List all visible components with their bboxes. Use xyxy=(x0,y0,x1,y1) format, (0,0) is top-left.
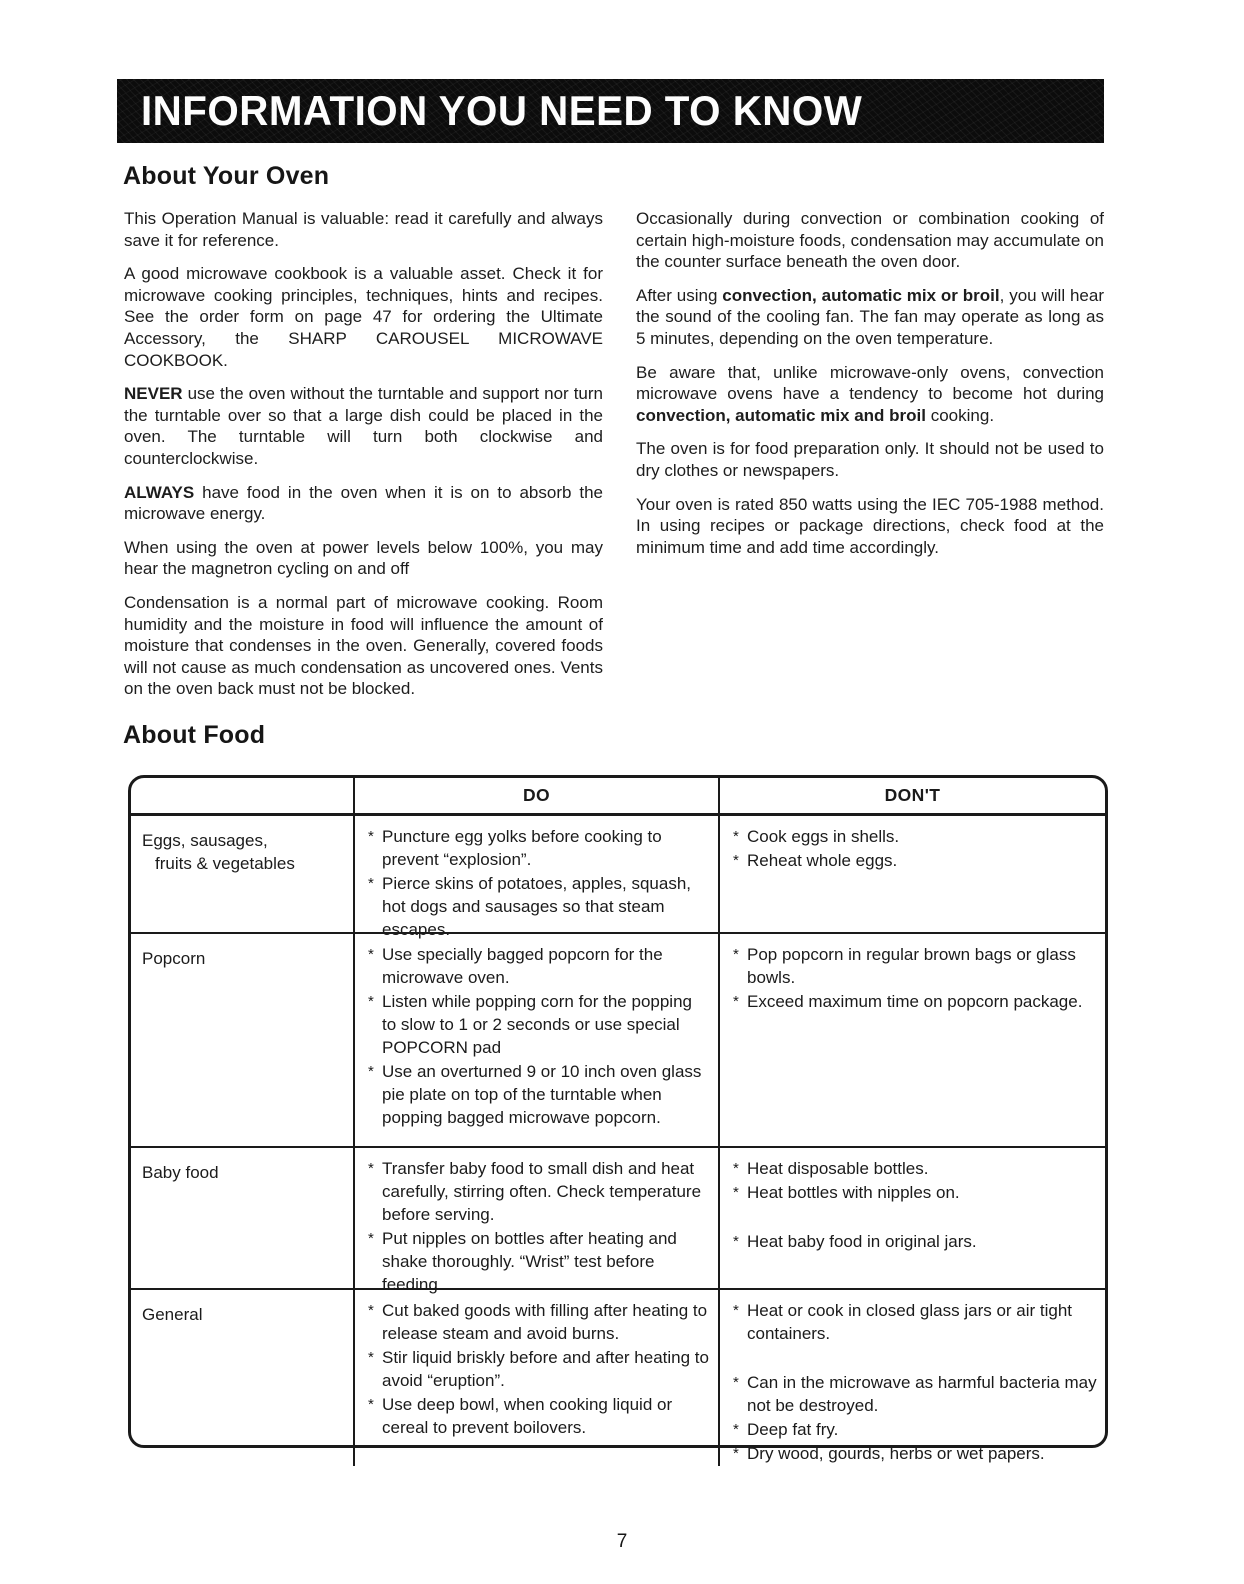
table-list-item xyxy=(733,1371,1097,1417)
table-list-item xyxy=(368,943,710,989)
bullet-marker: * xyxy=(368,1160,374,1177)
table-list-item xyxy=(368,1060,710,1129)
bullet-marker: * xyxy=(368,946,374,963)
dont-cell xyxy=(720,934,1105,1148)
text-run: The oven is for food preparation only. It should not be used to dry clothes or newspapers. xyxy=(636,439,1104,480)
text-run: Be aware that, unlike microwave-only ovens, convection microwave ovens have a tendency to become hot during xyxy=(636,362,1104,404)
item-text: Can in the microwave as harmful bacteria may not be destroyed. xyxy=(747,1373,1097,1415)
category-line: Baby food xyxy=(142,1163,219,1182)
text-run: cooking. xyxy=(926,405,995,425)
category-cell xyxy=(131,1290,355,1466)
text-run: , you will hear the sound of the cooling fan. The fan may operate as long as 5 minutes, depending on the oven temperature. xyxy=(636,285,1104,348)
text-run: When using the oven at power levels below 100%, you may hear the magnetron cycling on and off xyxy=(124,537,603,579)
bullet-marker: * xyxy=(368,1063,374,1080)
item-text: Pierce skins of potatoes, apples, squash, hot dogs and sausages so that steam escapes. xyxy=(382,874,692,939)
bullet-marker: * xyxy=(733,1184,739,1201)
item-text: Pop popcorn in regular brown bags or glass bowls. xyxy=(747,945,1076,987)
body-paragraph xyxy=(124,592,603,700)
table-header-dont: DON'T xyxy=(720,778,1105,816)
item-text: Use deep bowl, when cooking liquid or cereal to prevent boilovers. xyxy=(382,1395,673,1437)
bullet-marker: * xyxy=(733,1160,739,1177)
table-list-item xyxy=(368,1157,710,1226)
table-list-item xyxy=(368,1346,710,1392)
left-text-column xyxy=(124,208,603,712)
table-list-item xyxy=(733,1181,1097,1204)
item-text: Heat baby food in original jars. xyxy=(747,1232,977,1251)
item-text: Use specially bagged popcorn for the microwave oven. xyxy=(382,945,663,987)
dont-cell xyxy=(720,1148,1105,1290)
text-run: A good microwave cookbook is a valuable asset. Check it for microwave cooking principles, techniques, hints and recipes. See the order form on page 47 for ordering the Ultimate Accessory, the SHARP CAROUSEL MICROWAVE COOKBOOK. xyxy=(124,264,603,370)
category-line: Eggs, sausages, xyxy=(142,831,268,850)
category-cell xyxy=(131,934,355,1148)
body-paragraph xyxy=(636,208,1104,273)
section-banner xyxy=(117,79,1104,143)
banner-title: INFORMATION YOU NEED TO KNOW xyxy=(141,87,863,134)
item-text: Cook eggs in shells. xyxy=(747,827,900,846)
category-cell xyxy=(131,816,355,934)
do-cell xyxy=(355,934,720,1148)
body-paragraph xyxy=(124,263,603,371)
table-list-item xyxy=(368,1393,710,1439)
body-paragraph xyxy=(124,208,603,251)
bullet-marker: * xyxy=(733,993,739,1010)
about-food-heading: About Food xyxy=(123,721,266,749)
category-line: Popcorn xyxy=(142,949,206,968)
table-list-item xyxy=(368,990,710,1059)
item-text: Stir liquid briskly before and after heating to avoid “eruption”. xyxy=(382,1348,709,1390)
item-text: Cut baked goods with filling after heating to release steam and avoid burns. xyxy=(382,1301,708,1343)
item-text: Heat disposable bottles. xyxy=(747,1159,929,1178)
bullet-marker: * xyxy=(368,993,374,1010)
text-run: Occasionally during convection or combination cooking of certain high-moisture foods, condensation may accumulate on the counter surface beneath the oven door. xyxy=(636,209,1104,272)
bold-run: convection, automatic mix or broil xyxy=(722,285,1000,305)
bullet-marker: * xyxy=(733,1421,739,1438)
table-header-category xyxy=(131,778,355,816)
bullet-marker: * xyxy=(733,828,739,845)
bullet-marker: * xyxy=(368,1302,374,1319)
table-header-do: DO xyxy=(355,778,720,816)
about-your-oven-heading: About Your Oven xyxy=(123,162,330,190)
do-cell xyxy=(355,1290,720,1466)
body-paragraph xyxy=(636,494,1104,559)
item-text: Listen while popping corn for the popping to slow to 1 or 2 seconds or use special POPCORN pad xyxy=(382,992,692,1057)
table-list-item xyxy=(733,943,1097,989)
dont-cell xyxy=(720,1290,1105,1466)
category-cell xyxy=(131,1148,355,1290)
body-paragraph xyxy=(636,438,1104,481)
body-paragraph xyxy=(636,285,1104,350)
table-list-item xyxy=(733,1418,1097,1441)
item-text: Exceed maximum time on popcorn package. xyxy=(747,992,1083,1011)
bold-run: ALWAYS xyxy=(124,482,195,502)
text-run: Condensation is a normal part of microwave cooking. Room humidity and the moisture in food will influence the amount of moisture that condenses in the oven. Generally, covered foods will not cause as much condensation as uncovered ones. Vents on the oven back must not be blocked. xyxy=(124,592,603,699)
text-run: have food in the oven when it is on to absorb the microwave energy. xyxy=(124,482,603,524)
bullet-marker: * xyxy=(368,1349,374,1366)
bullet-marker: * xyxy=(733,1302,739,1319)
item-text: Puncture egg yolks before cooking to prevent “explosion”. xyxy=(382,827,662,869)
item-text: Dry wood, gourds, herbs or wet papers. xyxy=(747,1444,1045,1463)
bullet-marker: * xyxy=(368,828,374,845)
table-list-item xyxy=(733,825,1097,848)
table-list-item xyxy=(733,1442,1097,1465)
item-text: Deep fat fry. xyxy=(747,1420,839,1439)
right-text-column xyxy=(636,208,1104,570)
text-run: use the oven without the turntable and support nor turn the turntable over so that a large dish could be placed in the oven. The turntable will turn both clockwise and counterclockwise. xyxy=(124,384,603,468)
item-text: Transfer baby food to small dish and heat carefully, stirring often. Check temperature before serving. xyxy=(382,1159,702,1224)
page-number: 7 xyxy=(616,1531,628,1552)
table-list-item xyxy=(368,1227,710,1296)
item-text: Heat or cook in closed glass jars or air tight containers. xyxy=(747,1301,1073,1343)
bold-run: convection, automatic mix and broil xyxy=(636,405,926,425)
bullet-marker: * xyxy=(733,946,739,963)
dont-cell xyxy=(720,816,1105,934)
bullet-marker: * xyxy=(368,1396,374,1413)
table-list-item xyxy=(733,1230,1097,1253)
bullet-marker: * xyxy=(733,1445,739,1462)
table-list-item xyxy=(368,872,710,941)
item-text: Reheat whole eggs. xyxy=(747,851,898,870)
text-run: This Operation Manual is valuable: read it carefully and always save it for reference. xyxy=(124,209,603,250)
item-text: Put nipples on bottles after heating and shake thoroughly. “Wrist” test before feeding. xyxy=(382,1229,677,1294)
text-run: Your oven is rated 850 watts using the IEC 705-1988 method. In using recipes or package directions, check food at the minimum time and add time accordingly. xyxy=(636,494,1104,557)
body-paragraph xyxy=(124,383,603,469)
do-dont-table xyxy=(128,775,1108,1463)
text-run: After using xyxy=(636,285,723,305)
bold-run: NEVER xyxy=(124,384,183,404)
table-list-item xyxy=(733,1299,1097,1345)
bullet-marker: * xyxy=(368,1230,374,1247)
bullet-marker: * xyxy=(733,1233,739,1250)
bullet-marker: * xyxy=(368,875,374,892)
table-list-item xyxy=(733,849,1097,872)
bullet-marker: * xyxy=(733,852,739,869)
body-paragraph xyxy=(636,362,1104,427)
item-text: Use an overturned 9 or 10 inch oven glass pie plate on top of the turntable when popping bagged microwave popcorn. xyxy=(382,1062,702,1127)
item-text: Heat bottles with nipples on. xyxy=(747,1183,960,1202)
do-cell xyxy=(355,1148,720,1294)
category-line: General xyxy=(142,1305,203,1324)
table-list-item xyxy=(733,1157,1097,1180)
table-list-item xyxy=(368,1299,710,1345)
table-list-item xyxy=(368,825,710,871)
body-paragraph xyxy=(124,482,603,525)
category-line: fruits & vegetables xyxy=(155,854,295,873)
body-paragraph xyxy=(124,537,603,580)
bullet-marker: * xyxy=(733,1374,739,1391)
table-list-item xyxy=(733,990,1097,1013)
do-cell xyxy=(355,816,720,939)
